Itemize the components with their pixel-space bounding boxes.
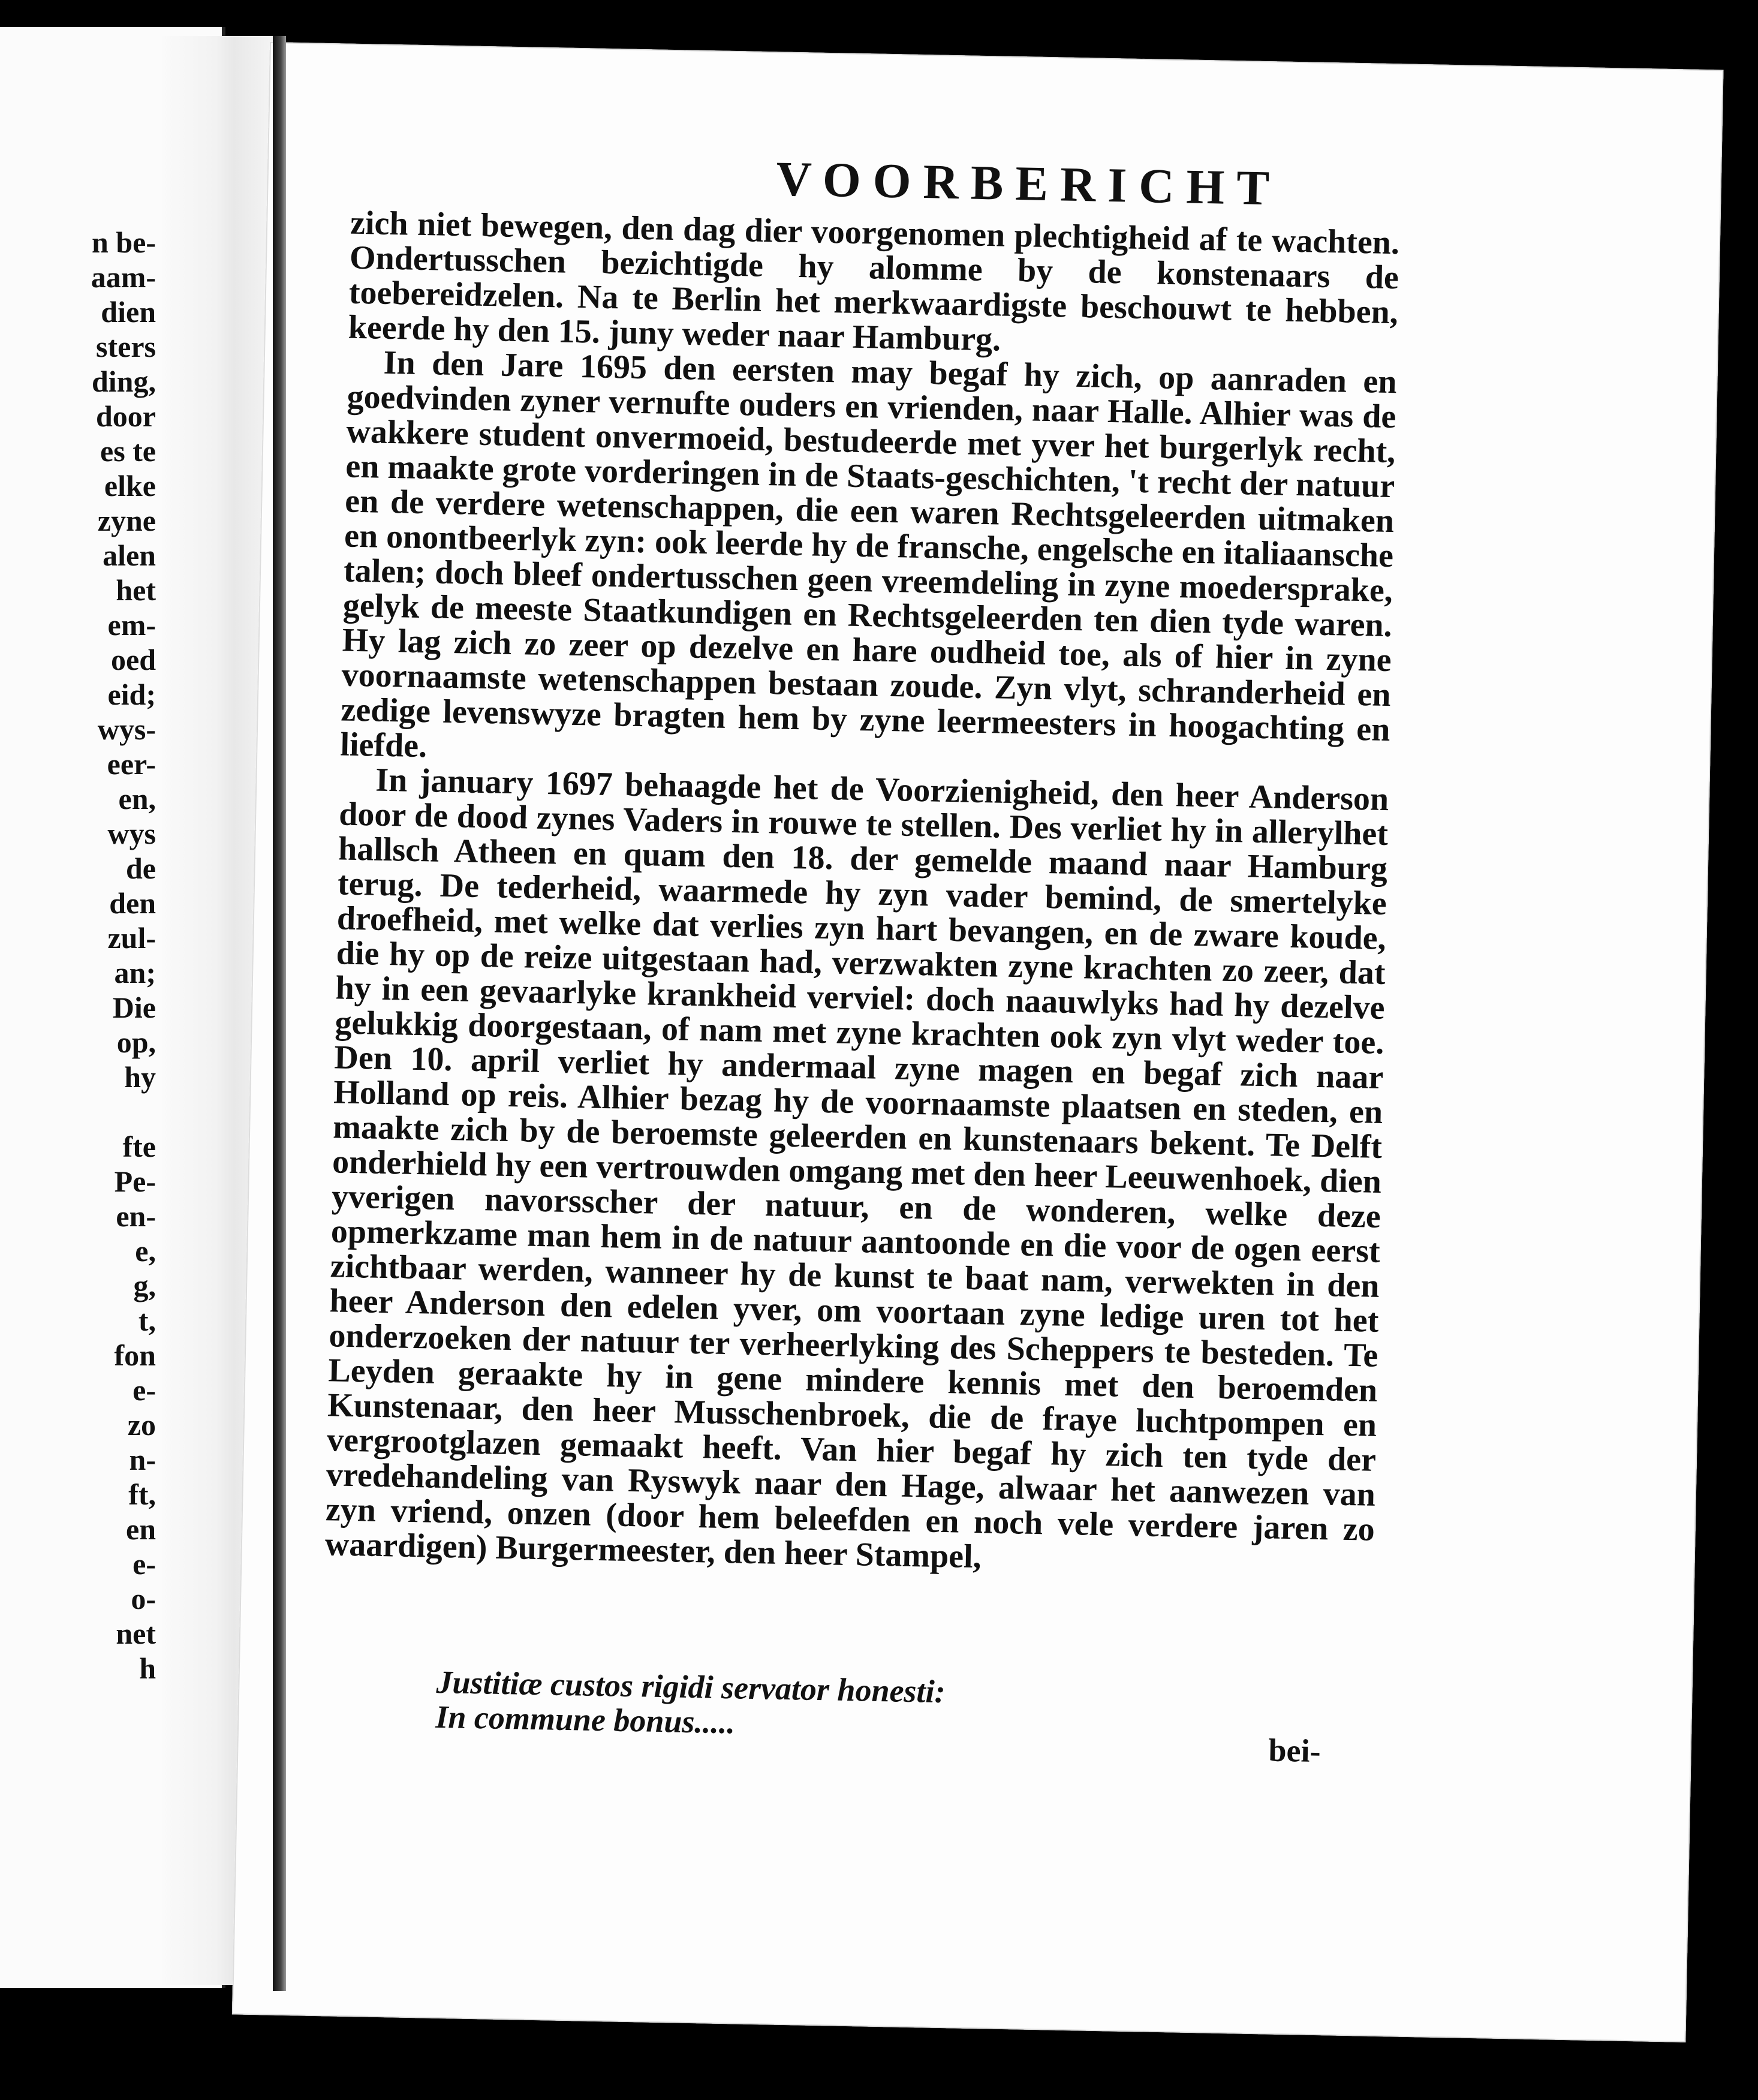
spine-shadow xyxy=(273,36,286,1991)
paragraph: In den Jare 1695 den eersten may begaf hy zich, op aanraden en goedvinden zyner vernufte ouders en vrienden, naar Halle. Alhier was de wakkere student onvermoeid, bestudeerde met yver het burgerlyk recht, en maakte grote vorderingen in de Staats-geschichten, 't recht der natuur en de verdere wetenschappen, die een waren Rechtsgeleerden uitmaken en onontbeerlyk zyn: ook leerde hy de fransche, engelsche en italiaansche talen; doch bleef ondertusschen geen vreemdeling in zyne moedersprake, gelyk de meeste Staatkundigen en Rechtsgeleerden ten dien tyde waren. Hy lag zich zo zeer op dezelve en hare oudheid toe, als of hier in zyne voornaamste wetenschappen bestaan zoude. Zyn vlyt, schranderheid en zedige levenswyze bragten hem by zyne leermeesters in hoogachting en liefde. xyxy=(339,344,1398,765)
page-header: VOORBERICHT xyxy=(775,151,1282,216)
latin-quote xyxy=(435,1665,1216,1749)
catchword: bei- xyxy=(1268,1732,1321,1770)
left-page-text-fragments: n be- aam- dien sters ding, door es te elke zyne alen het em- oed eid; wys- eer- en, wys de den zul- an; Die op, hy fte Pe- en- e, g, t, fon e- zo n- ft, en e- o- net h xyxy=(91,225,156,1685)
paragraph: In january 1697 behaagde het de Voorzienigheid, den heer Anderson door de dood zynes Vaders in rouwe te stellen. Des verliet hy in allerylhet hallsch Atheen en quam den 18. der gemelde maand naar Hamburg terug. De tederheid, waarmede hy zyn vader bemind, de smertelyke droefheid, met welke dat verlies zyn hart bevangen, en de zware koude, die hy op de reize uitgestaan had, verzwakten zyne krachten zo zeer, dat hy in een gevaarlyke krankheid verviel: doch naauwlyks had hy dezelve gelukkig doorgestaan, of nam met zyne krachten ook zyn vlyt weder toe. Den 10. april verliet hy andermaal zyne magen en begaf zich naar Holland op reis. Alhier bezag hy de voornaamste plaatsen en steden, en maakte zich by de beroemste geleerden en kunstenaars bekent. Te Delft onderhield hy een vertrouwden omgang met den heer Leeuwenhoek, dien yverigen navorsscher der natuur, en de wonderen, welke deze opmerkzame man hem in de natuur aantoonde en die voor de ogen eerst zichtbaar werden, wanneer hy de kunst te baat nam, verwekten in den heer Anderson den edelen yver, om voortaan zyne ledige uren tot het onderzoeken der natuur ter verheerlyking des Scheppers te besteden. Te Leyden geraakte hy in gene mindere kennis met den beroemden Kunstenaar, den heer Musschenbroek, die de fraye luchtpompen en vergrootglazen gemaakt heeft. Van hier begaf hy zich ten tyde der vredehandeling van Ryswyk naar den Hage, alwaar het aanwezen van zyn vriend, onzen (door hem beleefden en noch vele verdere jaren zo waardigen) Burgermeester, den heer Stampel, xyxy=(324,761,1389,1576)
right-page xyxy=(232,42,1724,2042)
body-text xyxy=(324,206,1399,1582)
quote-line: Justitiæ custos rigidi servator honesti: xyxy=(435,1663,946,1710)
quote-line: In commune bonus..... xyxy=(435,1698,736,1741)
paragraph: zich niet bewegen, den dag dier voorgenomen plechtigheid af te wachten. Ondertusschen bezichtigde hy alomme by de konstenaars de toebereidzelen. Na te Berlin het merkwaardigste beschouwt te hebben, keerde hy den 15. juny weder naar Hamburg. xyxy=(348,204,1400,359)
